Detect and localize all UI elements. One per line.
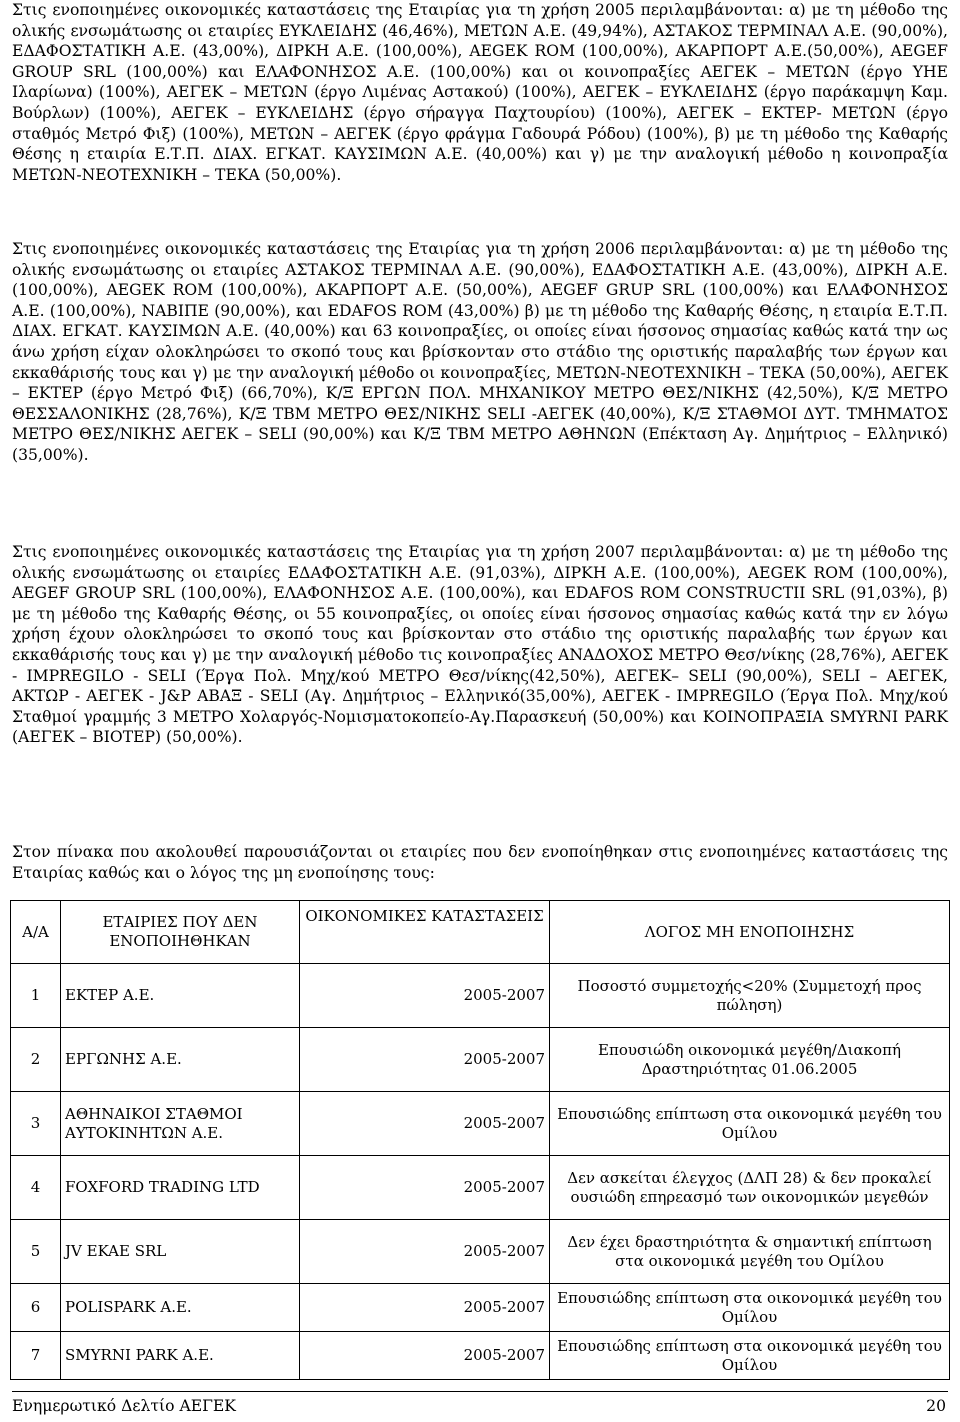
- company-name: ΕΚΤΕΡ Α.Ε.: [61, 964, 300, 1028]
- paragraph-2007-consolidation: Στις ενοποιημένες οικονομικές καταστάσεις της Εταιρίας για τη χρήση 2007 περιλαμβάνονται: α) με τη μέθοδο της ολικής ενσωμάτωσης οι εταιρίες ΕΔΑΦΟΣΤΑΤΙΚΗ Α.Ε. (91,03%), ΔΙΡΚΗ Α.Ε. (100,00%), AEGEK ROM (100,00%), AEGEF GROUP SRL (100,00%), ΕΛΑΦΟΝΗΣΟΣ Α.Ε. (100,00%), και EDAFOS ROM CONSTRUCTII SRL (91,03%), β) με τη μέθοδο της Καθαρής Θέσης, οι 55 κοινοπραξίες, οι οποίες είναι ήσσονος σημασίας καθώς κατά την εν λόγω χρήση έχουν ολοκληρώσει το σκοπό τους και βρίσκονταν στο στάδιο της οριστικής παραλαβής των έργων και εκκαθάρισής τους και γ) με την αναλογική μέθοδο τις κοινοπραξίες ΑΝΑΔΟΧΟΣ ΜΕΤΡΟ Θεσ/νίκης (28,76%), ΑΕΓΕΚ - IMPREGILO - SELI (Έργα Πολ. Μηχ/κού ΜΕΤΡΟ Θεσ/νίκης(42,50%), ΑΕΓΕΚ– SELI (90,00%), SELI – ΑΕΓΕΚ, ΑΚΤΩΡ - ΑΕΓΕΚ - J&P ΑΒΑΞ - SELI (Αγ. Δημήτριος – Ελληνικό(35,00%), ΑΕΓΕΚ - IMPREGILO (Έργα Πολ. Μηχ/κού Σταθμοί γραμμής 3 ΜΕΤΡΟ Χολαργός-Νομισματοκοπείο-Αγ.Παρασκευή (50,00%) και ΚΟΙΝΟΠΡΑΞΙΑ SMYRNI PARK (ΑΕΓΕΚ – ΒΙΟΤΕΡ) (50,00%).: [12, 543, 948, 747]
- company-name: ΕΡΓΩΝΗΣ Α.Ε.: [61, 1028, 300, 1092]
- paragraph-2005-consolidation: Στις ενοποιημένες οικονομικές καταστάσεις της Εταιρίας για τη χρήση 2005 περιλαμβάνονται: α) με τη μέθοδο της ολικής ενσωμάτωσης οι εταιρίες ΕΥΚΛΕΙΔΗΣ (46,46%), ΜΕΤΩΝ Α.Ε. (49,94%), ΑΣΤΑΚΟΣ ΤΕΡΜΙΝΑΛ Α.Ε. (90,00%), ΕΔΑΦΟΣΤΑΤΙΚΗ Α.Ε. (43,00%), ΔΙΡΚΗ Α.Ε. (100,00%), AEGEK ROM (100,00%), ΑΚΑΡΠΟΡΤ Α.Ε.(50,00%), AEGEF GROUP SRL (100,00%) και ΕΛΑΦΟΝΗΣΟΣ Α.Ε. (100,00%) και οι κοινοπραξίες ΑΕΓΕΚ – ΜΕΤΩΝ (έργο ΥΗΕ Ιλαρίωνα) (100%), ΑΕΓΕΚ – ΜΕΤΩΝ (έργο Λιμένας Αστακού) (100%), ΑΕΓΕΚ – ΕΥΚΛΕΙΔΗΣ (έργο παράκαμψη Καμ. Βούρλων) (100%), ΑΕΓΕΚ – ΕΥΚΛΕΙΔΗΣ (έργο σήραγγα Παχτουρίου) (100%), ΑΕΓΕΚ – ΕΚΤΕΡ- ΜΕΤΩΝ (έργο σταθμός Μετρό Φιξ) (100%), ΜΕΤΩΝ – ΑΕΓΕΚ (έργο φράγμα Γαδουρά Ρόδου) (100%), β) με τη μέθοδο της Καθαρής Θέσης η εταιρία Ε.Τ.Π. ΔΙΑΧ. ΕΓΚΑΤ. ΚΑΥΣΙΜΩΝ Α.Ε. (40,00%) και γ) με την αναλογική μέθοδο η κοινοπραξία ΜΕΤΩΝ-ΝΕΟΤΕΧΝΙΚΗ – ΤΕΚΑ (50,00%).: [12, 1, 948, 184]
- footer-page-number: 20: [926, 1397, 946, 1415]
- footer-document-title: Ενημερωτικό Δελτίο ΑΕΓΕΚ: [12, 1397, 236, 1415]
- table-row: [11, 1156, 950, 1220]
- header-financials: ΟΙΚΟΝΟΜΙΚΕΣ ΚΑΤΑΣΤΑΣΕΙΣ: [300, 901, 550, 964]
- non-consolidation-reason: Επουσιώδη οικονομικά μεγέθη/Διακοπή Δραστηριότητας 01.06.2005: [550, 1028, 950, 1092]
- non-consolidated-companies-table: [10, 900, 950, 1380]
- non-consolidation-reason: Επουσιώδης επίπτωση στα οικονομικά μεγέθη του Ομίλου: [550, 1284, 950, 1332]
- table-row: [11, 1220, 950, 1284]
- table-row: [11, 1284, 950, 1332]
- table-row: [11, 1092, 950, 1156]
- non-consolidation-reason: Επουσιώδης επίπτωση στα οικονομικά μεγέθη του Ομίλου: [550, 1332, 950, 1380]
- row-number: 3: [11, 1092, 61, 1156]
- header-aa: Α/Α: [11, 901, 61, 964]
- financial-years: 2005-2007: [300, 1092, 550, 1156]
- row-number: 5: [11, 1220, 61, 1284]
- header-companies: ΕΤΑΙΡΙΕΣ ΠΟΥ ΔΕΝ ΕΝΟΠΟΙΗΘΗΚΑΝ: [61, 901, 300, 964]
- company-name: SMYRNI PARK A.E.: [61, 1332, 300, 1380]
- company-name: ΑΘΗΝΑΙΚΟΙ ΣΤΑΘΜΟΙ ΑΥΤΟΚΙΝΗΤΩΝ Α.Ε.: [61, 1092, 300, 1156]
- company-name: JV EKAE SRL: [61, 1220, 300, 1284]
- financial-years: 2005-2007: [300, 964, 550, 1028]
- row-number: 2: [11, 1028, 61, 1092]
- financial-years: 2005-2007: [300, 1284, 550, 1332]
- financial-years: 2005-2007: [300, 1220, 550, 1284]
- header-reason: ΛΟΓΟΣ ΜΗ ΕΝΟΠΟΙΗΣΗΣ: [550, 901, 950, 964]
- company-name: FOXFORD TRADING LTD: [61, 1156, 300, 1220]
- table-header-row: [11, 901, 950, 964]
- table-row: [11, 964, 950, 1028]
- table-row: [11, 1028, 950, 1092]
- financial-years: 2005-2007: [300, 1028, 550, 1092]
- non-consolidation-reason: Επουσιώδης επίπτωση στα οικονομικά μεγέθη του Ομίλου: [550, 1092, 950, 1156]
- row-number: 7: [11, 1332, 61, 1380]
- row-number: 4: [11, 1156, 61, 1220]
- non-consolidation-reason: Δεν ασκείται έλεγχος (ΔΛΠ 28) & δεν προκαλεί ουσιώδη επηρεασμό των οικονομικών μεγεθών: [550, 1156, 950, 1220]
- row-number: 1: [11, 964, 61, 1028]
- paragraph-2006-consolidation: Στις ενοποιημένες οικονομικές καταστάσεις της Εταιρίας για τη χρήση 2006 περιλαμβάνονται: α) με τη μέθοδο της ολικής ενσωμάτωσης οι εταιρίες ΑΣΤΑΚΟΣ ΤΕΡΜΙΝΑΛ Α.Ε. (90,00%), ΕΔΑΦΟΣΤΑΤΙΚΗ Α.Ε. (43,00%), ΔΙΡΚΗ Α.Ε. (100,00%), AEGEK ROM (100,00%), ΑΚΑΡΠΟΡΤ Α.Ε. (50,00%), AEGEF GRUP SRL (100,00%) και ΕΛΑΦΟΝΗΣΟΣ Α.Ε. (100,00%), ΝΑΒΙΠΕ (90,00%), και EDAFOS ROM (43,00%) β) με τη μέθοδο της Καθαρής Θέσης, η εταιρία Ε.Τ.Π. ΔΙΑΧ. ΕΓΚΑΤ. ΚΑΥΣΙΜΩΝ Α.Ε. (40,00%) και 63 κοινοπραξίες, οι οποίες είναι ήσσονος σημασίας καθώς κατά την ως άνω χρήση είχαν ολοκληρώσει το σκοπό τους και βρίσκονταν στο στάδιο της οριστικής παραλαβής των έργων και εκκαθάρισής τους και γ) με την αναλογική μέθοδο οι κοινοπραξίες, ΜΕΤΩΝ-ΝΕΟΤΕΧΝΙΚΗ – ΤΕΚΑ (50,00%), ΑΕΓΕΚ – ΕΚΤΕΡ (έργο Μετρό Φιξ) (66,70%), Κ/Ξ ΕΡΓΩΝ ΠΟΛ. ΜΗΧΑΝΙΚΟΥ ΜΕΤΡΟ ΘΕΣ/ΝΙΚΗΣ (42,50%), Κ/Ξ ΜΕΤΡΟ ΘΕΣΣΑΛΟΝΙΚΗΣ (28,76%), Κ/Ξ TBM ΜΕΤΡΟ ΘΕΣ/ΝΙΚΗΣ SELI -ΑΕΓΕΚ (40,00%), Κ/Ξ ΣΤΑΘΜΟΙ ΔΥΤ. ΤΜΗΜΑΤΟΣ ΜΕΤΡΟ ΘΕΣ/ΝΙΚΗΣ ΑΕΓΕΚ – SELI (90,00%) και Κ/Ξ TBM ΜΕΤΡΟ ΑΘΗΝΩΝ (Επέκταση Αγ. Δημήτριος – Ελληνικό) (35,00%).: [12, 240, 948, 464]
- financial-years: 2005-2007: [300, 1332, 550, 1380]
- non-consolidation-reason: Δεν έχει δραστηριότητα & σημαντική επίπτωση στα οικονομικά μεγέθη του Ομίλου: [550, 1220, 950, 1284]
- financial-years: 2005-2007: [300, 1156, 550, 1220]
- non-consolidation-reason: Ποσοστό συμμετοχής<20% (Συμμετοχή προς πώληση): [550, 964, 950, 1028]
- paragraph-table-intro: Στον πίνακα που ακολουθεί παρουσιάζονται οι εταιρίες που δεν ενοποίηθηκαν στις ενοποιημένες καταστάσεις της Εταιρίας καθώς και ο λόγος της μη ενοποίησης τους:: [12, 843, 948, 882]
- table-row: [11, 1332, 950, 1380]
- row-number: 6: [11, 1284, 61, 1332]
- company-name: POLISPARK A.E.: [61, 1284, 300, 1332]
- footer-divider: [12, 1391, 948, 1392]
